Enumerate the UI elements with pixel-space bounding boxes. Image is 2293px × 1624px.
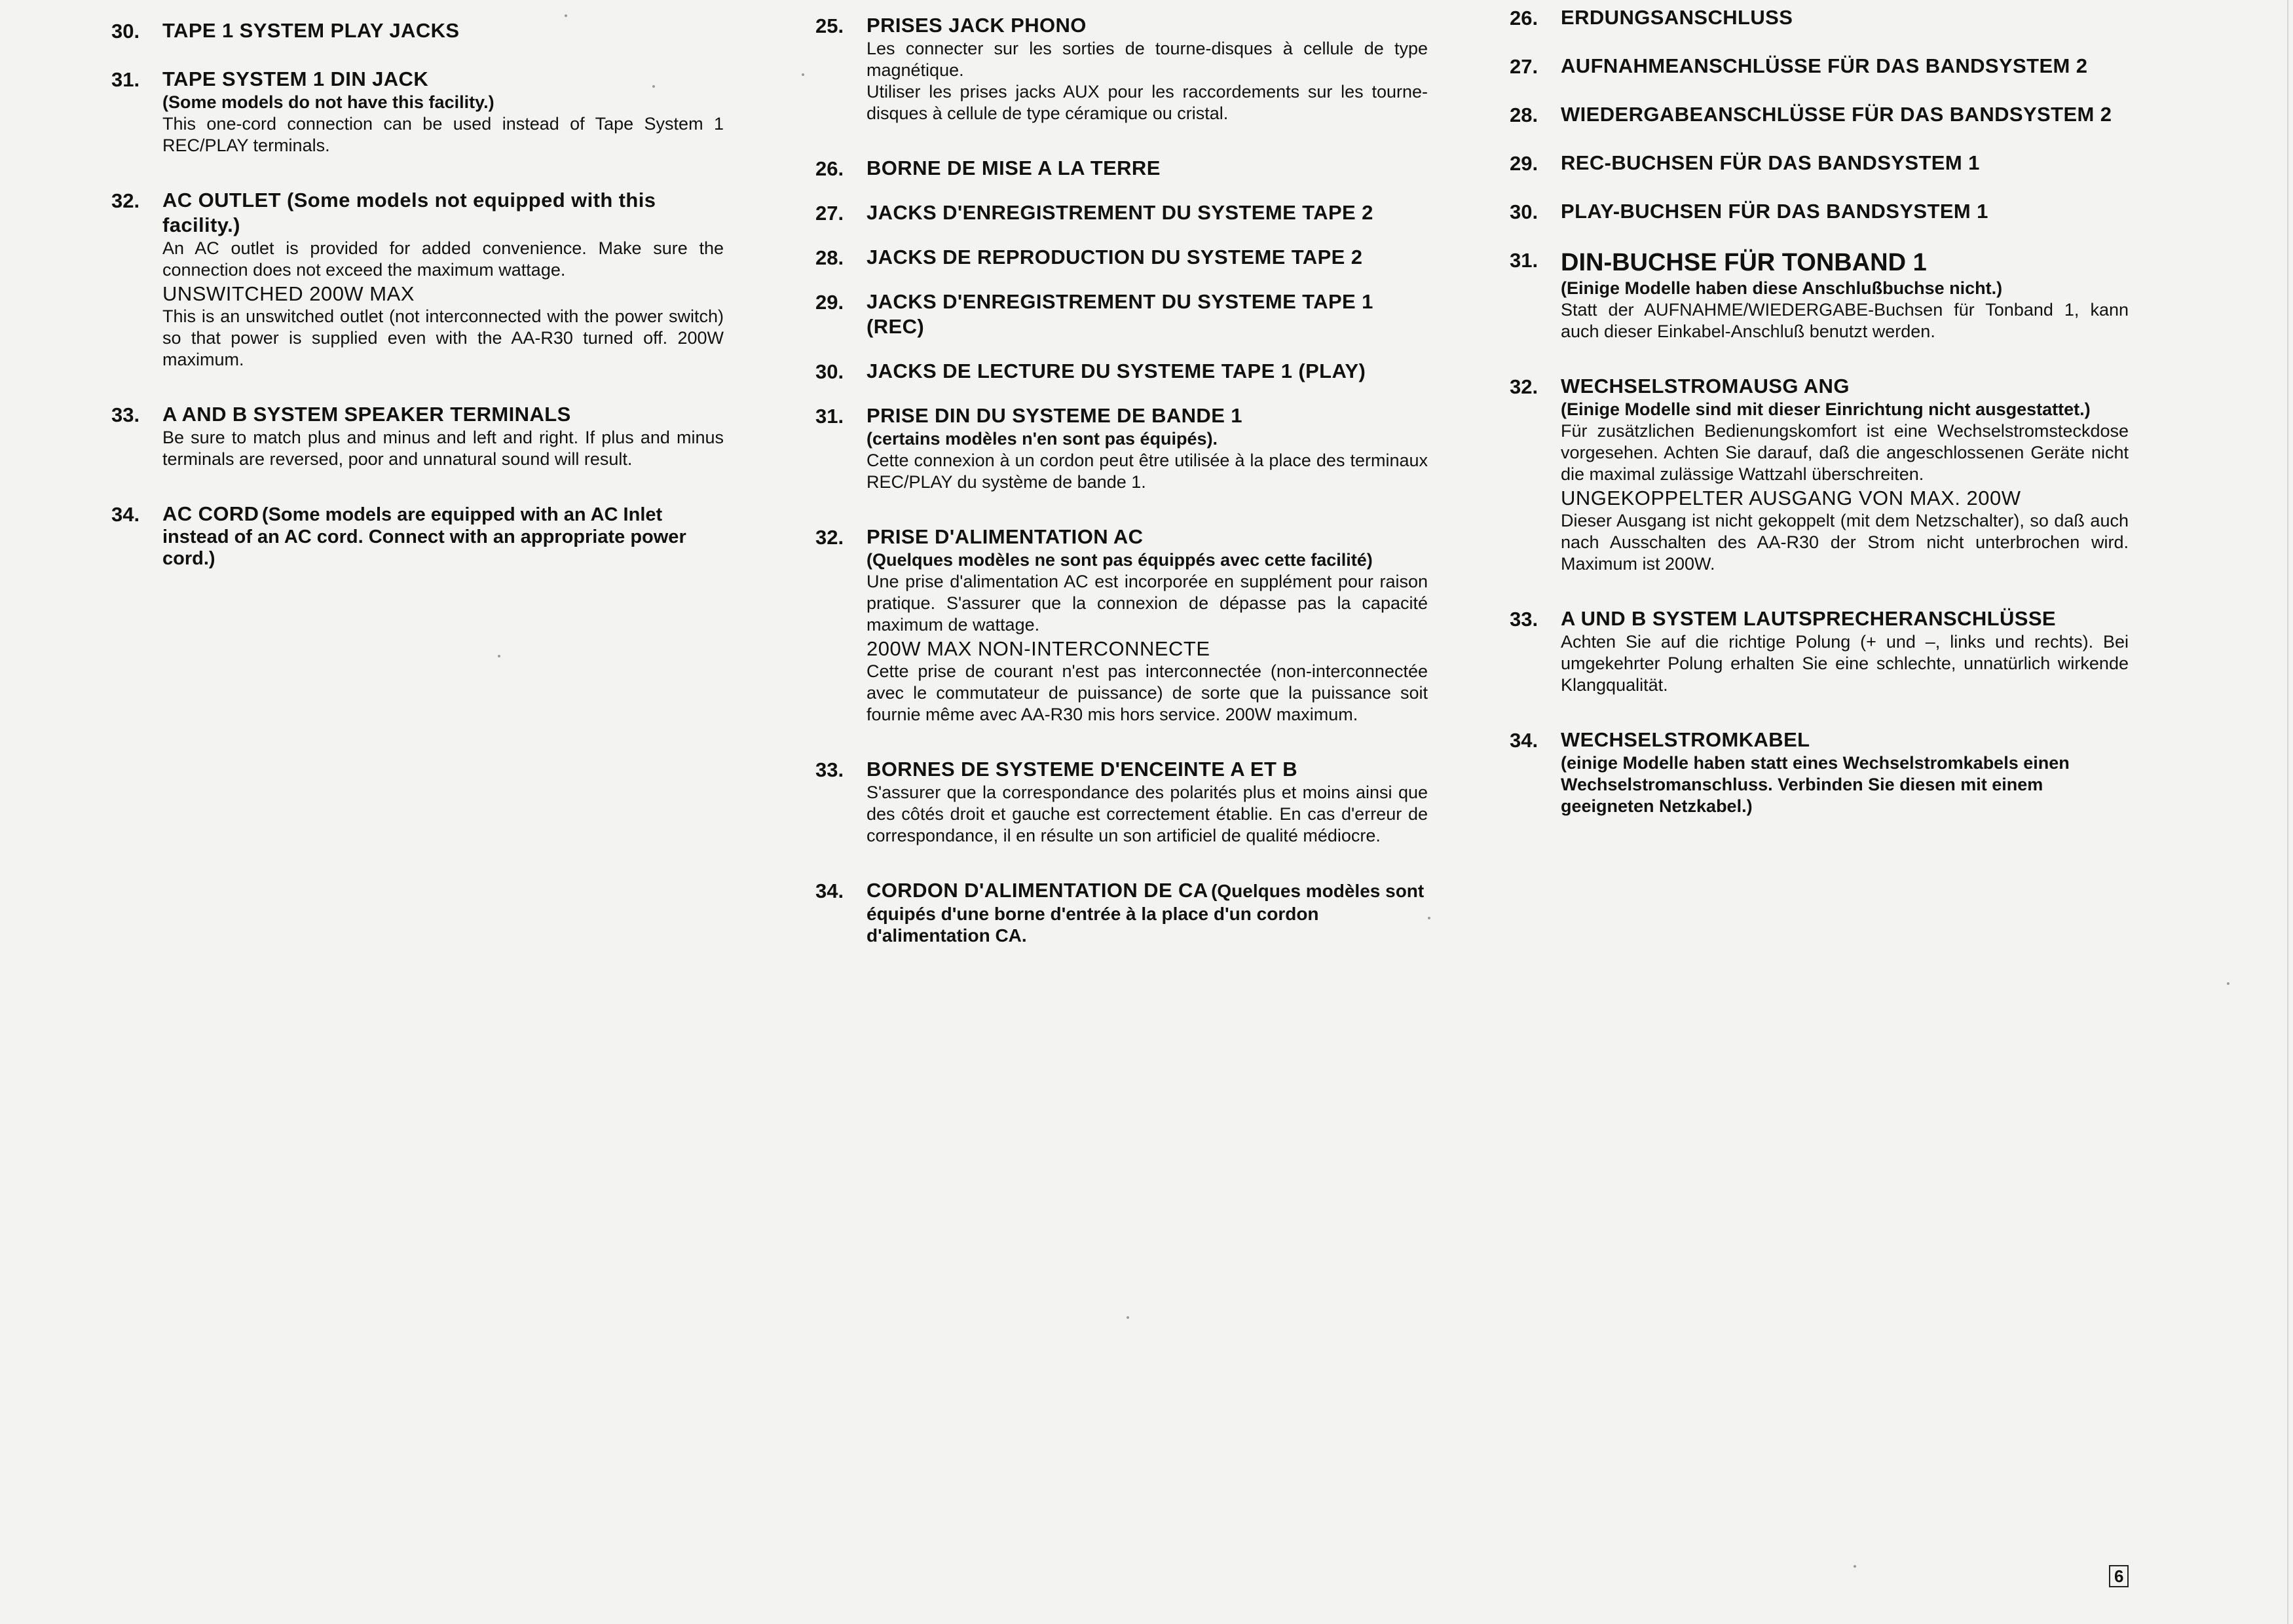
de-item-29 [1510,151,2129,175]
item-number: 25. [815,14,844,37]
item-number: 28. [1510,103,1538,126]
item-number: 29. [815,291,844,314]
item-caption: UNGEKOPPELTER AUSGANG VON MAX. 200W [1561,487,2021,509]
scan-speck [1854,1565,1856,1568]
item-heading: JACKS D'ENREGISTREMENT DU SYSTEME TAPE 1 (REC) [867,290,1373,338]
item-heading: WECHSELSTROMAUSG ANG [1561,375,1850,397]
scan-speck [802,73,804,76]
en-item-34 [111,502,724,570]
item-heading: AC OUTLET (Some models not equipped with this facility.) [162,189,656,236]
item-number: 26. [815,157,844,180]
fr-item-28 [815,245,1428,270]
fr-item-32 [815,525,1428,726]
de-item-27 [1510,54,2129,79]
item-heading: AC CORD [162,502,259,525]
item-heading: CORDON D'ALIMENTATION DE CA [867,879,1208,902]
item-body: Achten Sie auf die richtige Polung (+ und –, links und rechts). Bei umgekehrter Polung erhalten Sie eine schlechte, unnatürlich wirkende Klangqualität. [1561,632,2129,695]
item-body: Cette connexion à un cordon peut être utilisée à la place des terminaux REC/PLAY du système de bande 1. [867,451,1428,492]
french-column [815,13,1428,946]
en-item-33 [111,402,724,470]
item-heading: REC-BUCHSEN FÜR DAS BANDSYSTEM 1 [1561,151,1980,174]
scan-speck [2227,982,2229,985]
item-body-2: Utiliser les prises jacks AUX pour les raccordements sur les tourne-disques à cellule de type céramique ou cristal. [867,82,1428,123]
item-caption: 200W MAX NON-INTERCONNECTE [867,637,1210,660]
fr-item-29 [815,289,1428,339]
item-note: (certains modèles n'en sont pas équipés). [867,429,1218,449]
item-heading: BORNE DE MISE A LA TERRE [867,157,1161,179]
en-item-32 [111,188,724,371]
item-heading: BORNES DE SYSTEME D'ENCEINTE A ET B [867,758,1298,781]
item-heading: AUFNAHMEANSCHLÜSSE FÜR DAS BANDSYSTEM 2 [1561,54,2088,77]
item-number: 34. [111,503,140,526]
item-body-2: Dieser Ausgang ist nicht gekoppelt (mit dem Netzschalter), so daß auch nach Ausschalten des AA-R30 der Strom nicht unterbrochen wird. Maximum ist 200W. [1561,511,2129,574]
item-number: 32. [815,526,844,549]
fr-item-27 [815,200,1428,225]
page-number: 6 [2109,1565,2129,1587]
item-body: Statt der AUFNAHME/WIEDERGABE-Buchsen für Tonband 1, kann auch dieser Einkabel-Anschluß benutzt werden. [1561,300,2129,341]
item-body: Les connecter sur les sorties de tourne-disques à cellule de type magnétique. [867,39,1428,80]
item-note: (Some models do not have this facility.) [162,92,494,112]
item-number: 33. [815,758,844,781]
item-body: Une prise d'alimentation AC est incorporée en supplément pour raison pratique. S'assurer que la connexion de dépasse pas la capacité maximum de wattage. [867,572,1428,635]
item-heading: A UND B SYSTEM LAUTSPRECHERANSCHLÜSSE [1561,607,2056,630]
item-heading: PRISE D'ALIMENTATION AC [867,525,1144,548]
item-number: 29. [1510,152,1538,175]
item-number: 33. [1510,608,1538,631]
item-heading: WIEDERGABEANSCHLÜSSE FÜR DAS BANDSYSTEM 2 [1561,103,2112,126]
item-number: 34. [815,879,844,902]
de-item-31 [1510,248,2129,342]
item-number: 31. [111,68,140,91]
item-caption: UNSWITCHED 200W MAX [162,282,415,305]
item-number: 33. [111,403,140,426]
item-number: 28. [815,246,844,269]
de-item-33 [1510,606,2129,696]
english-column [111,18,724,570]
scan-speck [1127,1316,1129,1319]
item-note: (einige Modelle haben statt eines Wechselstromkabels einen Wechselstromanschluss. Verbinden Sie diesen mit einem geeigneten Netzkabel.) [1561,753,2070,816]
item-heading: WECHSELSTROMKABEL [1561,728,1810,751]
item-heading: JACKS DE LECTURE DU SYSTEME TAPE 1 (PLAY) [867,360,1366,382]
item-heading: DIN-BUCHSE FÜR TONBAND 1 [1561,249,1927,276]
scan-speck [652,85,655,88]
fr-item-30 [815,359,1428,384]
scan-speck [498,655,500,657]
de-item-28 [1510,102,2129,127]
item-number: 30. [815,360,844,383]
en-item-31 [111,67,724,157]
page-edge-rule [2287,0,2288,1624]
item-heading: PRISES JACK PHONO [867,14,1087,37]
de-item-34 [1510,728,2129,817]
item-number: 31. [815,405,844,428]
fr-item-31 [815,403,1428,493]
item-note: (Some models are equipped with an AC Inlet instead of an AC cord. Connect with an appropriate power cord.) [162,504,686,569]
item-note: (Einige Modelle haben diese Anschlußbuchse nicht.) [1561,278,2003,298]
item-heading: JACKS D'ENREGISTREMENT DU SYSTEME TAPE 2 [867,201,1373,224]
item-number: 30. [111,20,140,43]
item-note: (Quelques modèles ne sont pas équippés avec cette facilité) [867,550,1373,570]
item-body: This one-cord connection can be used instead of Tape System 1 REC/PLAY terminals. [162,114,724,155]
fr-item-34 [815,878,1428,946]
de-item-26 [1510,5,2129,30]
fr-item-25 [815,13,1428,124]
german-column [1510,5,2129,817]
item-number: 27. [815,202,844,225]
de-item-32 [1510,374,2129,575]
item-number: 27. [1510,55,1538,78]
scan-speck [565,14,567,17]
item-body: Für zusätzlichen Bedienungskomfort ist eine Wechselstromsteckdose vorgesehen. Achten Sie darauf, daß die angeschlossenen Geräte nicht die maximal zulässige Wattzahl überschreiten. [1561,421,2129,484]
item-number: 34. [1510,729,1538,752]
item-note: (Quelques modèles sont équipés d'une borne d'entrée à la place d'un cordon d'alimentation CA. [867,881,1425,946]
item-heading: JACKS DE REPRODUCTION DU SYSTEME TAPE 2 [867,246,1363,268]
item-note: (Einige Modelle sind mit dieser Einrichtung nicht ausgestattet.) [1561,399,2091,419]
item-heading: PRISE DIN DU SYSTEME DE BANDE 1 [867,404,1242,427]
item-heading: TAPE SYSTEM 1 DIN JACK [162,67,429,90]
item-body: An AC outlet is provided for added convenience. Make sure the connection does not exceed the maximum wattage. [162,238,724,280]
item-heading: ERDUNGSANSCHLUSS [1561,6,1793,29]
item-number: 31. [1510,249,1538,272]
en-item-30 [111,18,724,43]
item-body: S'assurer que la correspondance des polarités plus et moins ainsi que des côtés droit et gauche est correctement établie. En cas d'erreur de correspondance, il en résulte un son artificiel de qualité médiocre. [867,783,1428,845]
scan-speck [1428,917,1430,919]
item-heading: A AND B SYSTEM SPEAKER TERMINALS [162,403,571,426]
fr-item-26 [815,156,1428,181]
item-heading: TAPE 1 SYSTEM PLAY JACKS [162,19,460,42]
fr-item-33 [815,757,1428,847]
item-body-2: This is an unswitched outlet (not interconnected with the power switch) so that power is supplied even with the AA-R30 turned off. 200W maximum. [162,306,724,369]
item-number: 26. [1510,7,1538,29]
item-heading: PLAY-BUCHSEN FÜR DAS BANDSYSTEM 1 [1561,200,1988,223]
item-body-2: Cette prise de courant n'est pas interconnectée (non-interconnectée avec le commutateur de puissance) de sorte que la puissance soit fournie même avec AA-R30 mis hors service. 200W maximum. [867,661,1428,724]
item-number: 32. [111,189,140,212]
de-item-30 [1510,199,2129,224]
item-number: 30. [1510,200,1538,223]
item-number: 32. [1510,375,1538,398]
item-body: Be sure to match plus and minus and left and right. If plus and minus terminals are reversed, poor and unnatural sound will result. [162,428,724,469]
